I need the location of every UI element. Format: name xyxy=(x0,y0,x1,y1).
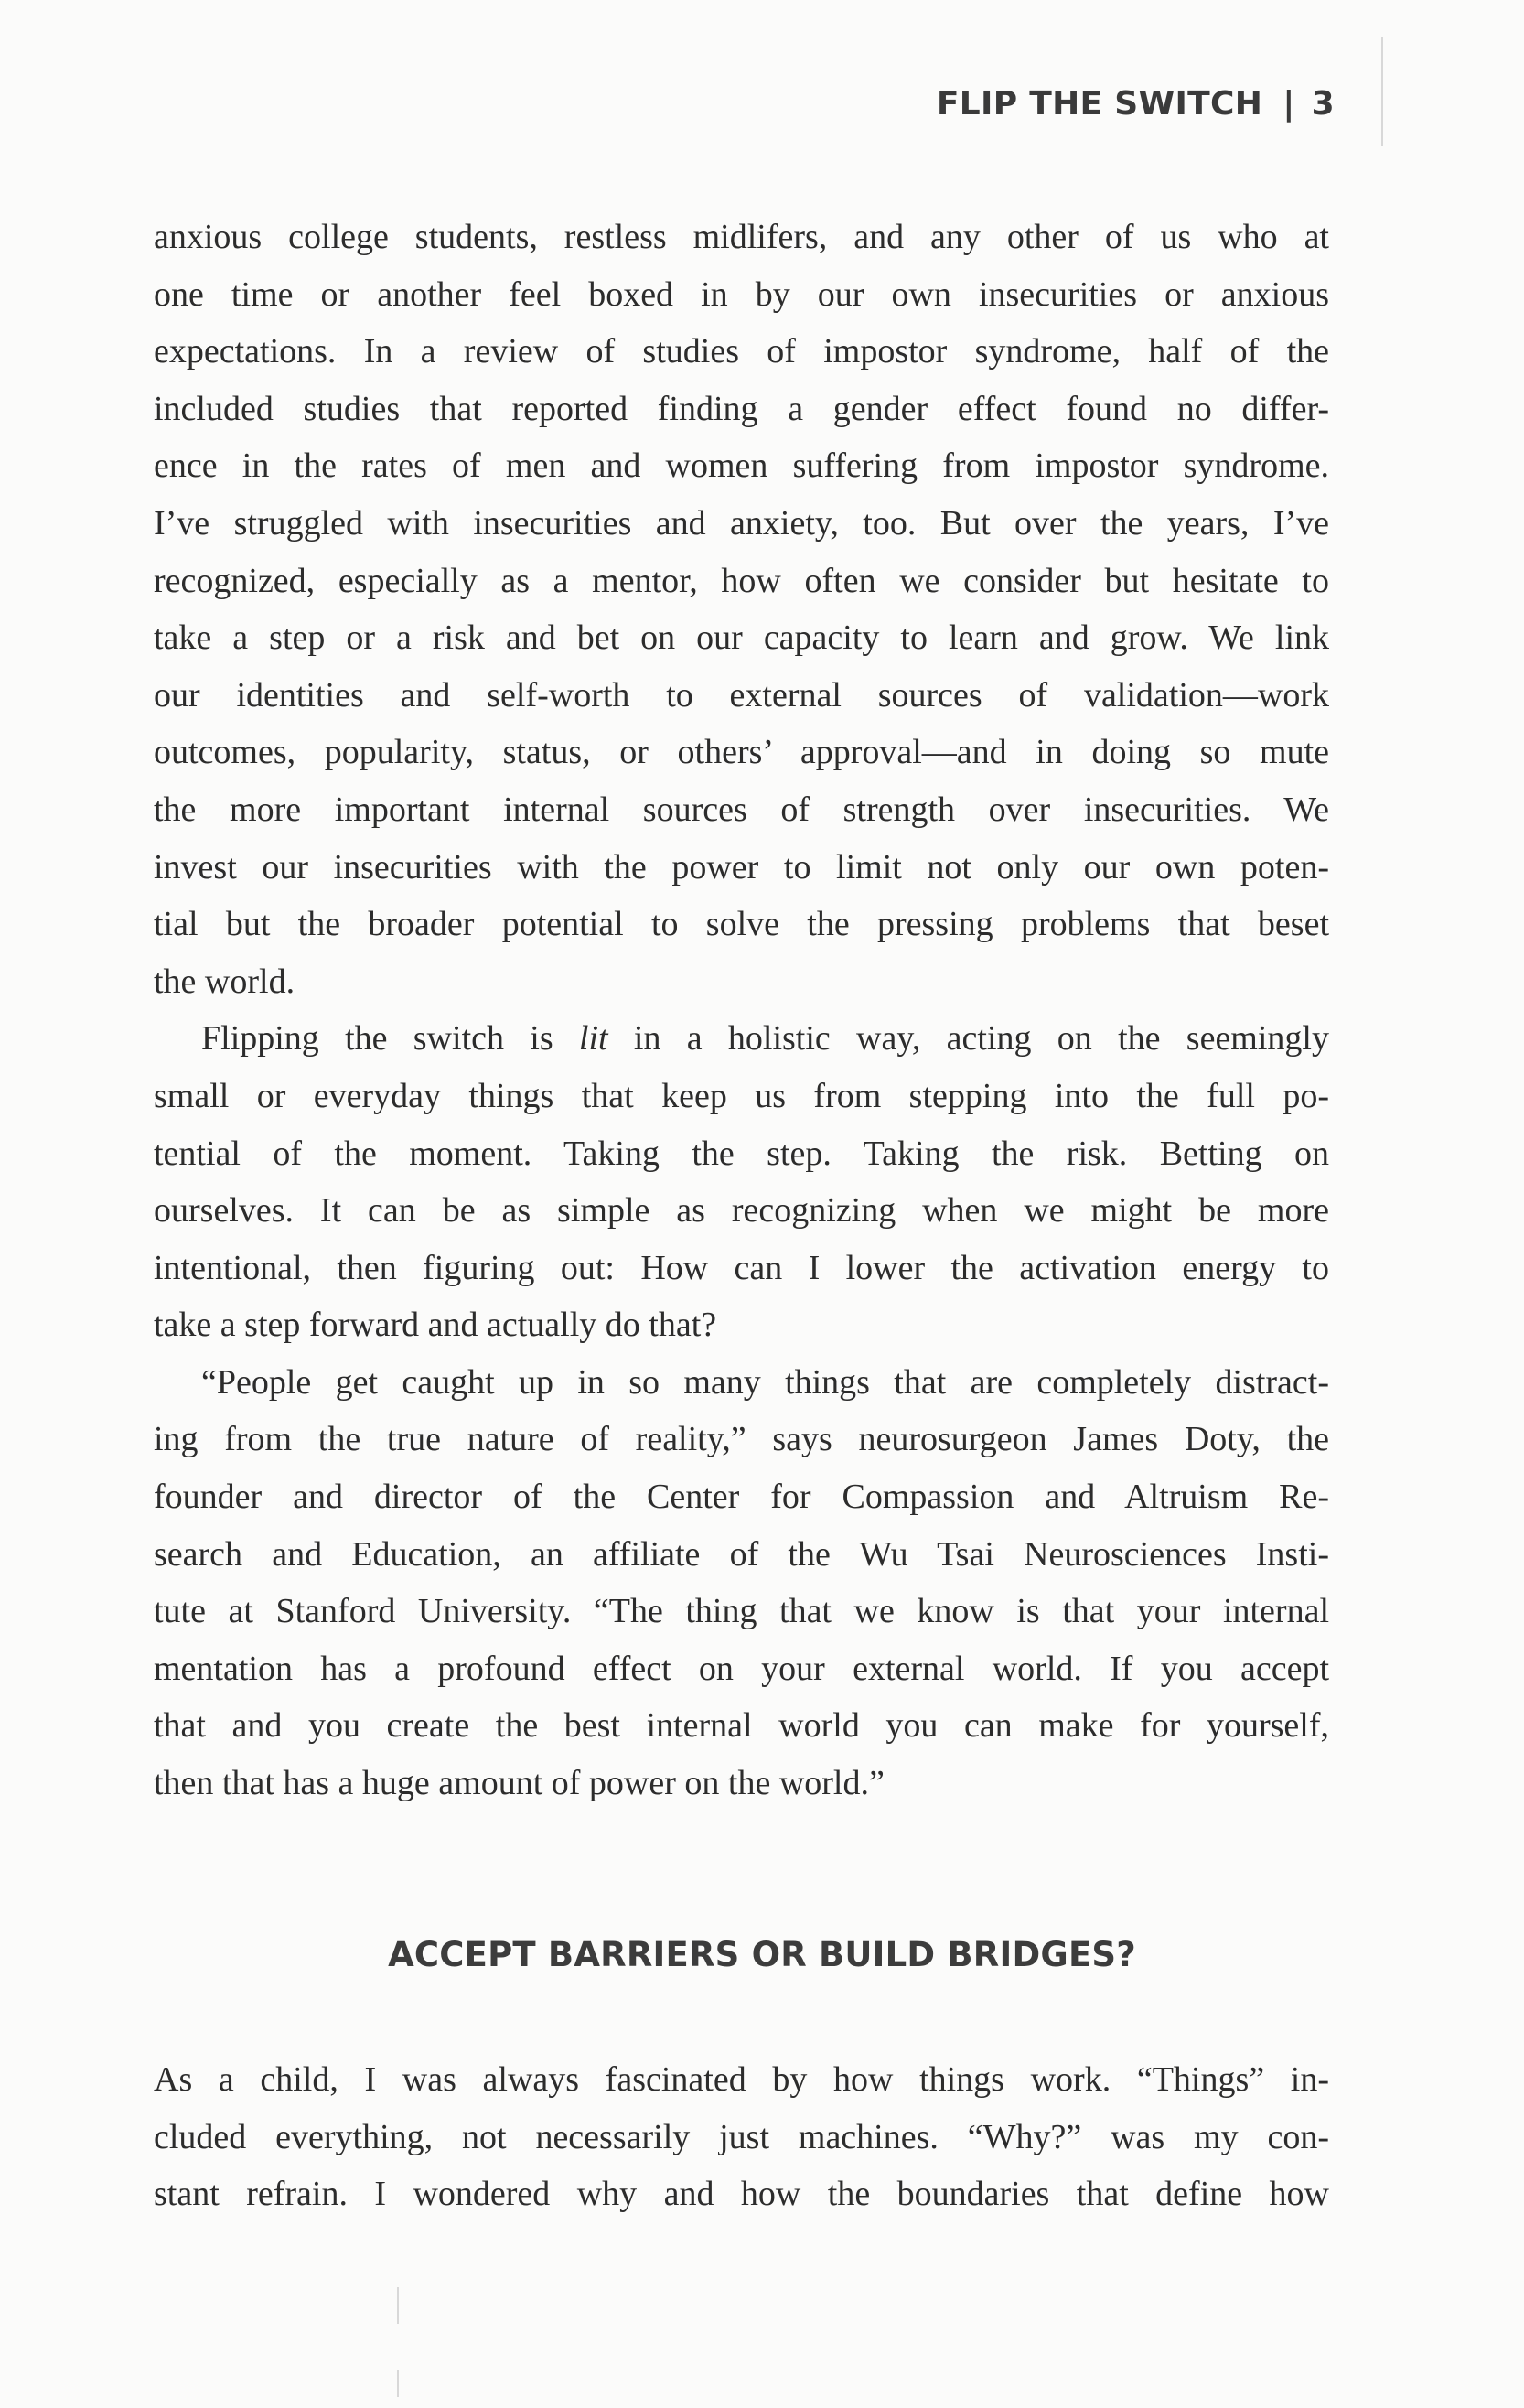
paragraph-3 xyxy=(154,1354,1329,1812)
text-line: search and Education, an affiliate of the Wu Tsai Neurosciences Insti- xyxy=(154,1534,1329,1574)
running-head-title: FLIP THE SWITCH xyxy=(936,85,1263,123)
text-line: that and you create the best internal world you can make for yourself, xyxy=(154,1706,1329,1746)
text-line: anxious college students, restless midlifers, and any other of us who at xyxy=(154,218,1329,256)
text-line: ourselves. It can be as simple as recognizing when we might be more xyxy=(154,1191,1329,1231)
text-line: take a step or a risk and bet on our capacity to learn and grow. We link xyxy=(154,618,1329,658)
running-head-separator: | xyxy=(1283,85,1295,123)
scan-artifact xyxy=(1381,37,1383,146)
text-line: stant refrain. I wondered why and how the boundaries that define how xyxy=(154,2175,1329,2214)
section-heading: ACCEPT BARRIERS OR BUILD BRIDGES? xyxy=(388,1935,1136,1974)
body-text xyxy=(154,209,1329,1812)
text-line xyxy=(154,1010,1329,1068)
text-line: I’ve struggled with insecurities and anxiety, too. But over the years, I’ve xyxy=(154,503,1329,543)
text-line: included studies that reported finding a gender effect found no differ- xyxy=(154,389,1329,428)
text-fragment: Flipping the switch is xyxy=(201,1019,579,1059)
text-line: one time or another feel boxed in by our own insecurities or anxious xyxy=(154,274,1329,314)
text-line: expectations. In a review of studies of impostor syndrome, half of the xyxy=(154,332,1329,371)
scan-artifact xyxy=(397,2370,399,2397)
text-line: invest our insecurities with the power to limit not only our own poten- xyxy=(154,847,1329,887)
text-line: ence in the rates of men and women suffering from impostor syndrome. xyxy=(154,446,1329,486)
section-text xyxy=(154,2051,1329,2223)
text-line: tial but the broader potential to solve the pressing problems that beset xyxy=(154,905,1329,944)
text-line: intentional, then figuring out: How can I lower the activation energy to xyxy=(154,1248,1329,1287)
text-line: mentation has a profound effect on your external world. If you accept xyxy=(154,1649,1329,1688)
text-line: ing from the true nature of reality,” says neurosurgeon James Doty, the xyxy=(154,1420,1329,1459)
running-head xyxy=(937,85,1335,123)
text-line: founder and director of the Center for Compassion and Altruism Re- xyxy=(154,1478,1329,1517)
text-line: “People get caught up in so many things that are completely distract- xyxy=(201,1362,1329,1402)
page-number: 3 xyxy=(1311,85,1335,123)
text-line: small or everyday things that keep us from stepping into the full po- xyxy=(154,1076,1329,1115)
text-line: then that has a huge amount of power on the world.” xyxy=(154,1764,885,1803)
text-line: tential of the moment. Taking the step. Taking the risk. Betting on xyxy=(154,1134,1329,1173)
paragraph-2 xyxy=(154,1010,1329,1354)
paragraph-1 xyxy=(154,209,1329,1010)
text-line: As a child, I was always fascinated by how things work. “Things” in- xyxy=(154,2060,1329,2099)
text-line: outcomes, popularity, status, or others’ approval—and in doing so mute xyxy=(154,733,1329,772)
text-line: cluded everything, not necessarily just machines. “Why?” was my con- xyxy=(154,2117,1329,2156)
italic-word: lit xyxy=(578,1019,608,1059)
scan-artifact xyxy=(397,2287,399,2324)
text-line: take a step forward and actually do that? xyxy=(154,1306,717,1345)
text-line: recognized, especially as a mentor, how often we consider but hesitate to xyxy=(154,561,1329,600)
paragraph-4 xyxy=(154,2051,1329,2223)
text-fragment: in a holistic way, acting on the seemingly xyxy=(607,1019,1329,1059)
text-line: the more important internal sources of strength over insecurities. We xyxy=(154,790,1329,829)
text-line: our identities and self-worth to external sources of validation—work xyxy=(154,675,1329,715)
text-line: the world. xyxy=(154,962,295,1001)
text-line: tute at Stanford University. “The thing that we know is that your internal xyxy=(154,1592,1329,1631)
